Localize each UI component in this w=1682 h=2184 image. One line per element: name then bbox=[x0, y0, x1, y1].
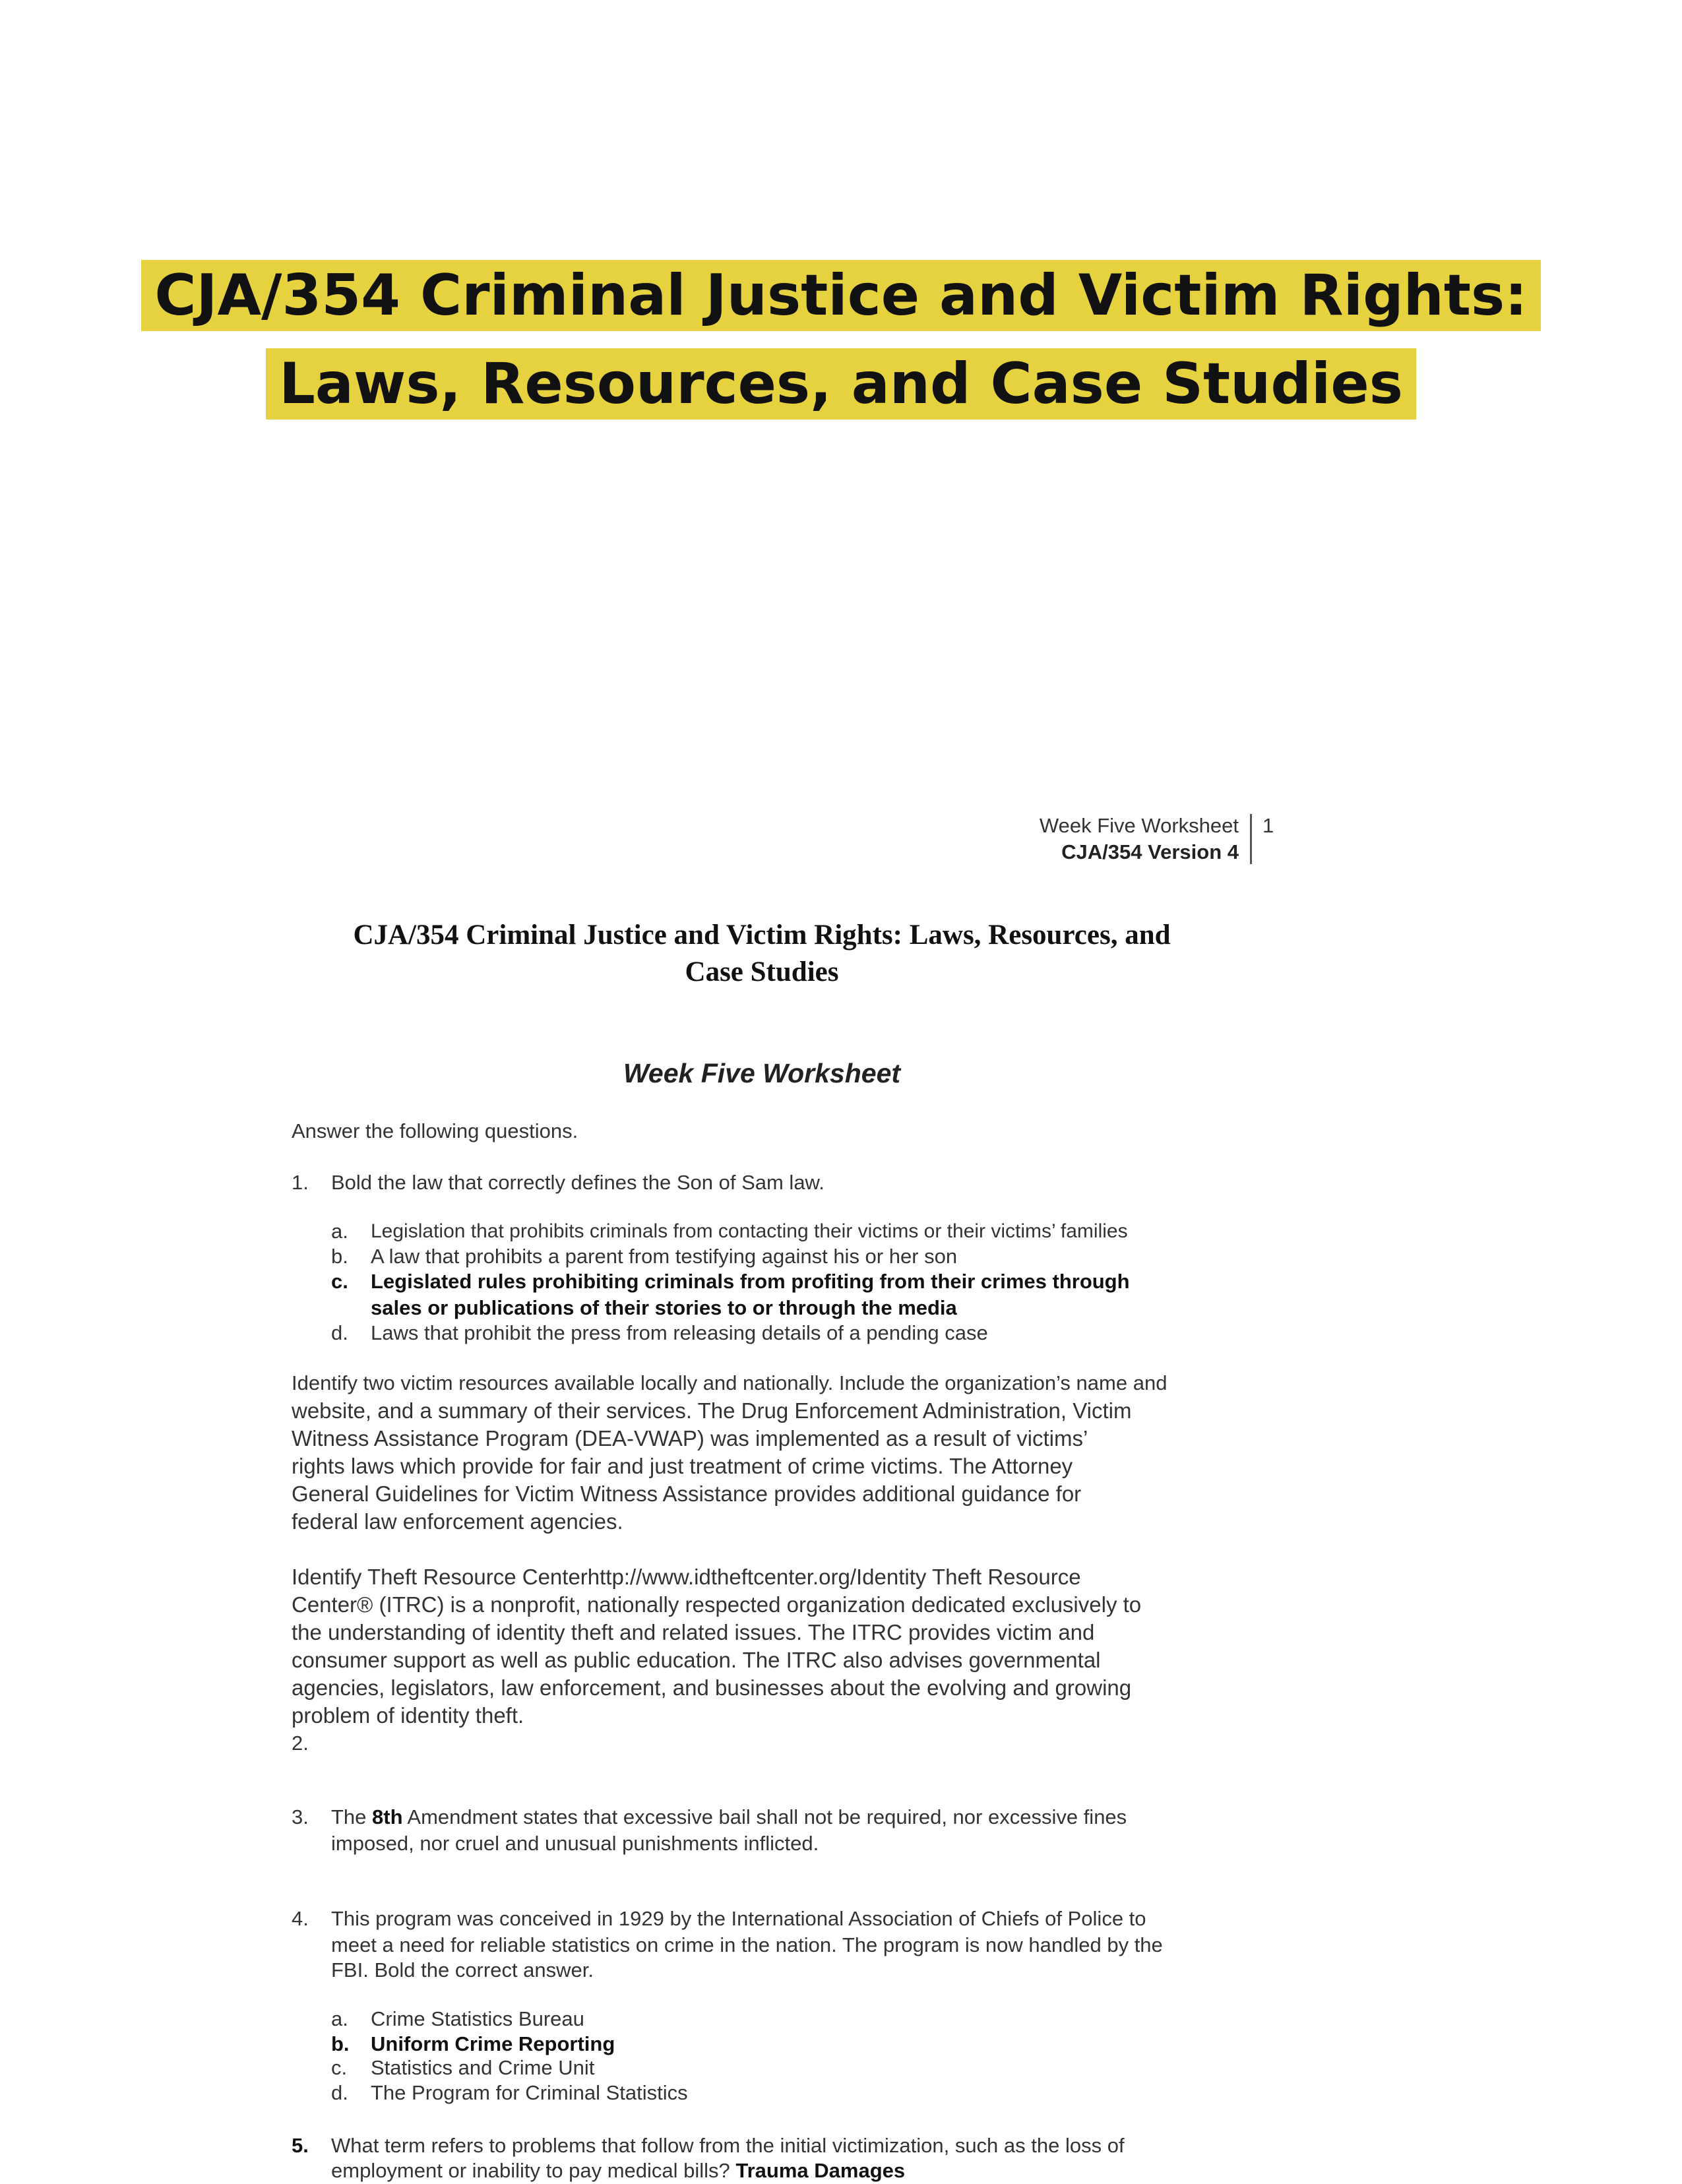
q1-option-d-letter: d. bbox=[331, 1321, 348, 1344]
q2-paragraph-1-line-5: General Guidelines for Victim Witness Assistance provides additional guidance for bbox=[292, 1482, 1082, 1506]
q2-paragraph-2-line-1: Identify Theft Resource Centerhttp://www.idtheftcenter.org/Identity Theft Resource bbox=[292, 1565, 1081, 1589]
q2-paragraph-2-line-5: agencies, legislators, law enforcement, and businesses about the evolving and growing bbox=[292, 1675, 1132, 1700]
q4-line-2: meet a need for reliable statistics on crime in the nation. The program is now handled by the bbox=[331, 1933, 1163, 1956]
q1-option-c-letter: c. bbox=[331, 1270, 348, 1293]
q3-line-2: imposed, nor cruel and unusual punishments inflicted. bbox=[331, 1832, 819, 1855]
q4-option-b-letter: b. bbox=[331, 2032, 350, 2055]
document-title-line-1: CJA/354 Criminal Justice and Victim Rights: Laws, Resources, and bbox=[353, 920, 1171, 951]
q4-option-a: Crime Statistics Bureau bbox=[371, 2007, 584, 2030]
running-header-title: Week Five Worksheet bbox=[1039, 814, 1239, 837]
header-divider bbox=[1250, 814, 1252, 864]
q1-option-b: A law that prohibits a parent from testifying against his or her son bbox=[371, 1245, 958, 1268]
q2-paragraph-1-line-3: Witness Assistance Program (DEA-VWAP) was implemented as a result of victims’ bbox=[292, 1426, 1088, 1451]
q2-paragraph-2-line-2: Center® (ITRC) is a nonprofit, nationally respected organization dedicated exclusively to bbox=[292, 1592, 1142, 1617]
q5-line-1: What term refers to problems that follow from the initial victimization, such as the loss of bbox=[331, 2134, 1125, 2157]
q2-paragraph-2-line-6: problem of identity theft. bbox=[292, 1703, 524, 1728]
q3-number: 3. bbox=[292, 1805, 309, 1828]
document-title bbox=[264, 917, 1260, 991]
q1-option-b-letter: b. bbox=[331, 1245, 348, 1268]
q3-line-1: The 8th Amendment states that excessive bail shall not be required, nor excessive fines bbox=[331, 1805, 1127, 1828]
q2-paragraph-2-line-3: the understanding of identity theft and related issues. The ITRC provides victim and bbox=[292, 1620, 1095, 1644]
q3-answer: 8th bbox=[372, 1805, 403, 1828]
q2-paragraph-1-line-2: website, and a summary of their services. The Drug Enforcement Administration, Victim bbox=[292, 1398, 1132, 1423]
document-title-line-2: Case Studies bbox=[685, 956, 839, 987]
q2-paragraph-2-line-4: consumer support as well as public education. The ITRC also advises governmental bbox=[292, 1648, 1101, 1672]
running-header-version: CJA/354 Version 4 bbox=[1061, 840, 1239, 863]
q4-option-c-letter: c. bbox=[331, 2056, 348, 2079]
banner-title-line-2: Laws, Resources, and Case Studies bbox=[0, 343, 1682, 425]
q4-number: 4. bbox=[292, 1907, 309, 1930]
q1-option-c-line-2: sales or publications of their stories to or through the media bbox=[371, 1296, 957, 1319]
q2-number: 2. bbox=[292, 1732, 309, 1755]
instructions: Answer the following questions. bbox=[292, 1119, 578, 1142]
q2-paragraph-1-line-6: federal law enforcement agencies. bbox=[292, 1509, 623, 1534]
q4-line-1: This program was conceived in 1929 by the International Association of Chiefs of Police to bbox=[331, 1907, 1146, 1930]
q5-line-2: employment or inability to pay medical bills? Trauma Damages bbox=[331, 2159, 906, 2182]
q1-number: 1. bbox=[292, 1171, 309, 1194]
q4-line-3: FBI. Bold the correct answer. bbox=[331, 1958, 594, 1981]
page-number: 1 bbox=[1262, 814, 1274, 837]
q1-option-a-letter: a. bbox=[331, 1220, 348, 1243]
q5-number: 5. bbox=[292, 2134, 309, 2157]
q4-option-a-letter: a. bbox=[331, 2007, 348, 2030]
q1-text: Bold the law that correctly defines the Son of Sam law. bbox=[331, 1171, 825, 1194]
banner-title-line-1: CJA/354 Criminal Justice and Victim Rights: bbox=[0, 255, 1682, 336]
q4-option-c: Statistics and Crime Unit bbox=[371, 2056, 595, 2079]
q1-option-a: Legislation that prohibits criminals from contacting their victims or their victims’ families bbox=[371, 1220, 1128, 1242]
q5-answer: Trauma Damages bbox=[735, 2159, 906, 2182]
q2-paragraph-1-line-4: rights laws which provide for fair and just treatment of crime victims. The Attorney bbox=[292, 1454, 1073, 1478]
q4-option-d: The Program for Criminal Statistics bbox=[371, 2081, 688, 2104]
q4-option-d-letter: d. bbox=[331, 2081, 348, 2104]
q1-option-c-line-1: Legislated rules prohibiting criminals from profiting from their crimes through bbox=[371, 1270, 1130, 1293]
q1-option-d: Laws that prohibit the press from releasing details of a pending case bbox=[371, 1321, 988, 1344]
q2-paragraph-1-line-1: Identify two victim resources available locally and nationally. Include the organization’s name and bbox=[292, 1371, 1168, 1394]
q4-option-b: Uniform Crime Reporting bbox=[371, 2032, 615, 2055]
worksheet-title: Week Five Worksheet bbox=[623, 1058, 901, 1088]
